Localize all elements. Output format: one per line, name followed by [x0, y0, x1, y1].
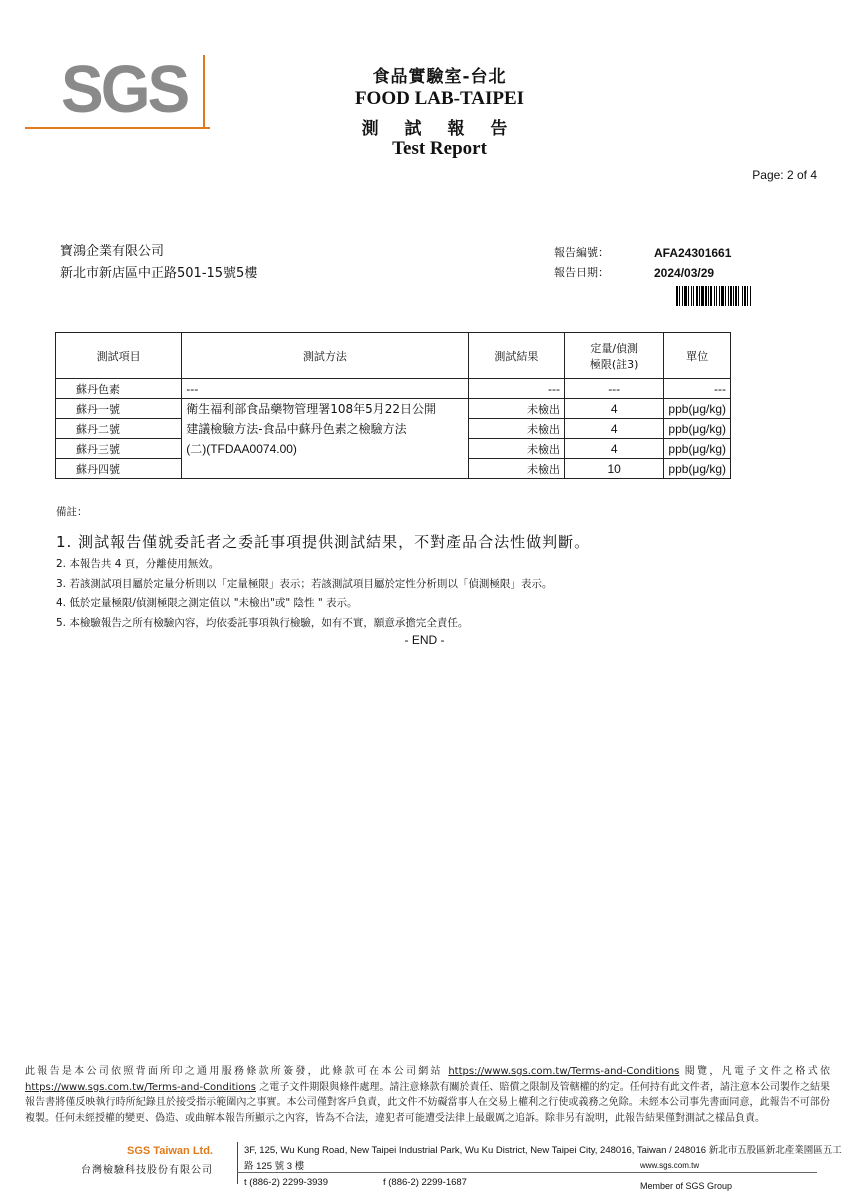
barcode-icon: [676, 286, 791, 306]
cell-unit: ppb(μg/kg): [664, 399, 731, 419]
cell-result: 未檢出: [468, 419, 564, 439]
method-line: (二)(TFDAA0074.00): [186, 442, 297, 456]
company-name-en: SGS Taiwan Ltd.: [127, 1145, 213, 1157]
disclaimer-text: 之電子文件期限與條件處理。請注意條款有關於責任、賠償之限制及管轄權的約定。任何持有此文件者，請注意本公司製作之結果報告書將僅反映執行時所紀錄且於接受指示範圍內之事實。本公司僅對客戶負責，此文件不妨礙當事人在交易上權利之行使或義務之免除。未經本公司事先書面同意，此報告不可部份複製。任何未經授權的變更、偽造、或曲解本報告所顯示之內容，皆為不合法，違犯者可能遭受法律上最嚴厲之追訴。除非另有說明，此報告結果僅對測試之樣品負責。: [25, 1081, 830, 1124]
footer-address: [244, 1143, 849, 1191]
legal-disclaimer: [25, 1064, 830, 1126]
client-address: 新北市新店區中正路501-15號5樓: [60, 266, 258, 281]
report-title-en: Test Report: [392, 138, 487, 159]
cell-result: ---: [468, 379, 564, 399]
cell-method: ---: [182, 379, 468, 399]
client-name: 寶鴻企業有限公司: [60, 244, 165, 259]
report-number-label: 報告編號：: [554, 246, 609, 259]
table-header-row: [56, 333, 731, 379]
cell-unit: ---: [664, 379, 731, 399]
cell-item: 蘇丹三號: [56, 439, 182, 459]
cell-item: 蘇丹四號: [56, 459, 182, 479]
telephone: t (886-2) 2299-3939: [244, 1177, 328, 1188]
note-item: 3. 若該測試項目屬於定量分析則以「定量極限」表示；若該測試項目屬於定性分析則以「偵測極限」表示。: [56, 577, 553, 590]
header-result: 測試結果: [468, 333, 564, 379]
note-item: 5. 本檢驗報告之所有檢驗內容，均依委託事項執行檢驗，如有不實，願意承擔完全責任。: [56, 616, 469, 629]
page-number: Page: 2 of 4: [752, 168, 817, 182]
header-limit-line1: 定量/偵測: [590, 341, 639, 355]
logo-text: SGS: [61, 51, 188, 127]
disclaimer-text: 閱覽，凡電子文件之格式依: [679, 1066, 830, 1077]
report-title-cn: 測 試 報 告: [361, 119, 518, 139]
disclaimer-text: 此報告是本公司依照背面所印之通用服務條款所簽發，此條款可在本公司網站: [25, 1066, 449, 1077]
header-limit-line2: 極限(註3): [589, 357, 639, 371]
footer-divider: [237, 1142, 238, 1184]
cell-limit: 10: [565, 459, 664, 479]
address-en: 3F, 125, Wu Kung Road, New Taipei Industrial Park, Wu Ku District, New Taipei City, 248016, Taiwan: [244, 1145, 667, 1156]
cell-item: 蘇丹色素: [56, 379, 182, 399]
header-item: 測試項目: [56, 333, 182, 379]
address-cn: / 248016 新北市五股區新北產業園區五工路 125 號 3 樓: [244, 1145, 842, 1172]
cell-limit: 4: [565, 439, 664, 459]
method-line: 建議檢驗方法-食品中蘇丹色素之檢驗方法: [186, 422, 407, 436]
member-of-group: Member of SGS Group: [640, 1181, 733, 1191]
lab-title-cn: 食品實驗室-台北: [372, 67, 507, 87]
report-number: AFA24301661: [654, 246, 732, 260]
terms-link[interactable]: https://www.sgs.com.tw/Terms-and-Conditions: [448, 1066, 680, 1077]
report-date-label: 報告日期：: [554, 266, 609, 279]
company-name-cn: 台灣檢驗科技股份有限公司: [81, 1165, 213, 1176]
end-marker: - END -: [404, 633, 445, 647]
cell-limit: 4: [565, 399, 664, 419]
cell-limit: 4: [565, 419, 664, 439]
cell-result: 未檢出: [468, 399, 564, 419]
header-limit: [565, 333, 664, 379]
header-unit: 單位: [664, 333, 731, 379]
cell-item: 蘇丹二號: [56, 419, 182, 439]
notes-section: [56, 504, 590, 633]
terms-link[interactable]: https://www.sgs.com.tw/Terms-and-Conditions: [25, 1081, 257, 1093]
note-item: 1. 測試報告僅就委託者之委託事項提供測試結果，不對產品合法性做判斷。: [56, 533, 591, 551]
cell-result: 未檢出: [468, 439, 564, 459]
report-date: 2024/03/29: [654, 266, 715, 280]
cell-unit: ppb(μg/kg): [664, 459, 731, 479]
table-row: [56, 379, 731, 399]
note-item: 2. 本報告共 4 頁，分離使用無效。: [56, 558, 220, 570]
fax: f (886-2) 2299-1687: [382, 1177, 467, 1188]
results-table: [55, 332, 731, 479]
table-row: [56, 399, 731, 419]
cell-method-merged: [182, 399, 468, 479]
method-line: 衛生福利部食品藥物管理署108年5月22日公開: [186, 402, 437, 416]
report-meta: [554, 243, 731, 283]
footer-rule: [237, 1172, 817, 1173]
lab-title-en: FOOD LAB-TAIPEI: [354, 88, 525, 109]
note-item: 4. 低於定量極限/偵測極限之測定值以 "未檢出"或" 陰性 " 表示。: [56, 597, 358, 609]
cell-limit: ---: [565, 379, 664, 399]
header-method: 測試方法: [182, 333, 468, 379]
cell-result: 未檢出: [468, 459, 564, 479]
cell-unit: ppb(μg/kg): [664, 419, 731, 439]
footer-company: [78, 1145, 213, 1176]
notes-title: 備註：: [56, 506, 88, 518]
website-link[interactable]: www.sgs.com.tw: [640, 1161, 700, 1170]
cell-unit: ppb(μg/kg): [664, 439, 731, 459]
cell-item: 蘇丹一號: [56, 399, 182, 419]
client-block: [60, 241, 257, 285]
